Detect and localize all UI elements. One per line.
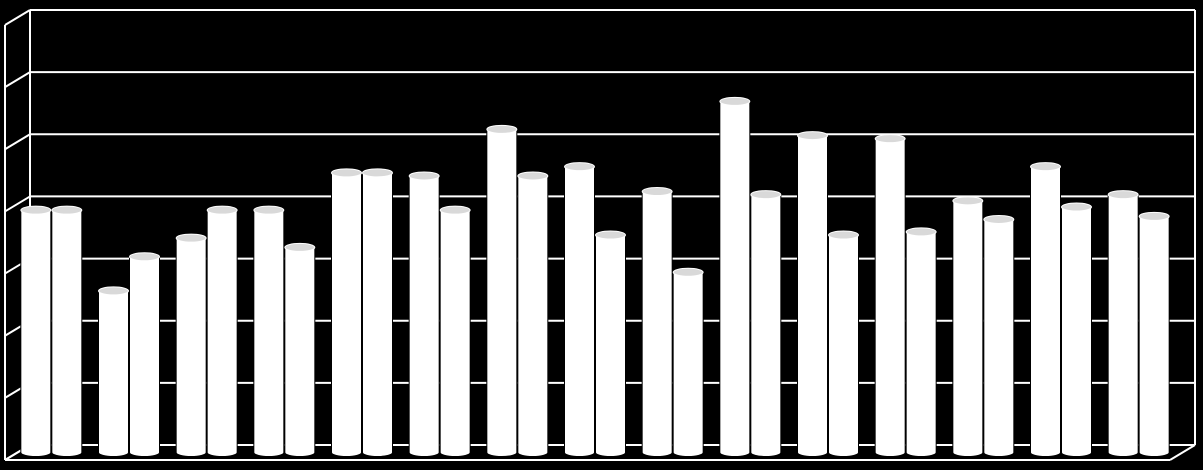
bar-s2-c12 <box>906 228 936 457</box>
bar-body <box>953 201 983 457</box>
bar-top <box>518 172 548 180</box>
bar-body <box>207 210 237 456</box>
bar-body <box>254 210 284 456</box>
bar-body <box>798 136 828 457</box>
bar-s1-c11 <box>798 132 828 457</box>
bar-s2-c13 <box>984 215 1014 456</box>
bar-s2-c3 <box>207 206 237 456</box>
bar-top <box>1031 163 1061 171</box>
bar-s1-c6 <box>409 172 439 457</box>
bar-body <box>984 219 1014 456</box>
bar-body <box>1139 216 1169 456</box>
bars <box>21 97 1169 456</box>
bar-s1-c4 <box>254 206 284 456</box>
bar-top <box>254 206 284 214</box>
bar-s1-c2 <box>99 287 129 457</box>
floor-right-edge <box>1170 445 1195 460</box>
bar-top <box>440 206 470 214</box>
bar-top <box>52 206 82 214</box>
bar-top <box>984 215 1014 223</box>
bar-top <box>673 268 703 276</box>
bar-top <box>487 125 517 133</box>
gridline-side <box>5 10 30 25</box>
bar-body <box>596 235 626 457</box>
bar-top <box>1139 212 1169 220</box>
bar-s2-c1 <box>52 206 82 456</box>
bar-body <box>906 232 936 457</box>
bar-body <box>21 210 51 456</box>
bar-top <box>332 169 362 177</box>
bar-top <box>953 197 983 205</box>
bar-body <box>1031 167 1061 457</box>
bar-s2-c7 <box>518 172 548 457</box>
bar-s1-c10 <box>720 97 750 456</box>
bar-body <box>673 272 703 456</box>
bar-s1-c1 <box>21 206 51 456</box>
bar-body <box>1062 207 1092 456</box>
bar-s1-c15 <box>1108 191 1138 457</box>
bar-top <box>875 135 905 143</box>
bar-body <box>751 195 781 457</box>
bar-top <box>363 169 393 177</box>
bar-s1-c8 <box>565 163 595 457</box>
bar-top <box>829 231 859 239</box>
bar-s1-c5 <box>332 169 362 457</box>
bar-s1-c9 <box>642 188 672 457</box>
bar-body <box>52 210 82 456</box>
bar-body <box>409 176 439 457</box>
bar-top <box>99 287 129 295</box>
bar-top <box>207 206 237 214</box>
bar-top <box>565 163 595 171</box>
bar-body <box>332 173 362 457</box>
bar-s2-c2 <box>130 253 160 457</box>
bar-s2-c10 <box>751 191 781 457</box>
bar-top <box>130 253 160 261</box>
bar-body <box>720 101 750 456</box>
bar-body <box>487 129 517 456</box>
bar-s1-c14 <box>1031 163 1061 457</box>
bar-body <box>130 257 160 457</box>
bar-body <box>285 247 315 456</box>
bar-s2-c4 <box>285 243 315 456</box>
bar-top <box>1108 191 1138 199</box>
bar-top <box>798 132 828 140</box>
bar-body <box>565 167 595 457</box>
bar-top <box>596 231 626 239</box>
bar-top <box>176 234 206 242</box>
bar-top <box>1062 203 1092 211</box>
bar-top <box>285 243 315 251</box>
bar-top <box>720 97 750 105</box>
bar-s2-c11 <box>829 231 859 457</box>
bar-top <box>409 172 439 180</box>
bar-s2-c9 <box>673 268 703 456</box>
bar-body <box>518 176 548 457</box>
bar-s1-c12 <box>875 135 905 457</box>
bar-s2-c8 <box>596 231 626 457</box>
bar-top <box>642 188 672 196</box>
bar-top <box>906 228 936 236</box>
bar-s2-c6 <box>440 206 470 456</box>
bar-s2-c5 <box>363 169 393 457</box>
bar-body <box>1108 195 1138 457</box>
bar-s1-c3 <box>176 234 206 456</box>
bar-body <box>875 139 905 457</box>
gridline-side <box>5 72 30 87</box>
bar-body <box>642 192 672 457</box>
bar-body <box>176 238 206 456</box>
bar-s1-c7 <box>487 125 517 456</box>
bar-body <box>829 235 859 457</box>
bar-top <box>21 206 51 214</box>
bar-body <box>363 173 393 457</box>
gridline-side <box>5 134 30 149</box>
bar-s2-c14 <box>1062 203 1092 456</box>
bar-top <box>751 191 781 199</box>
bar-body <box>440 210 470 456</box>
bar-s1-c13 <box>953 197 983 457</box>
bar-body <box>99 291 129 457</box>
bar-s2-c15 <box>1139 212 1169 456</box>
